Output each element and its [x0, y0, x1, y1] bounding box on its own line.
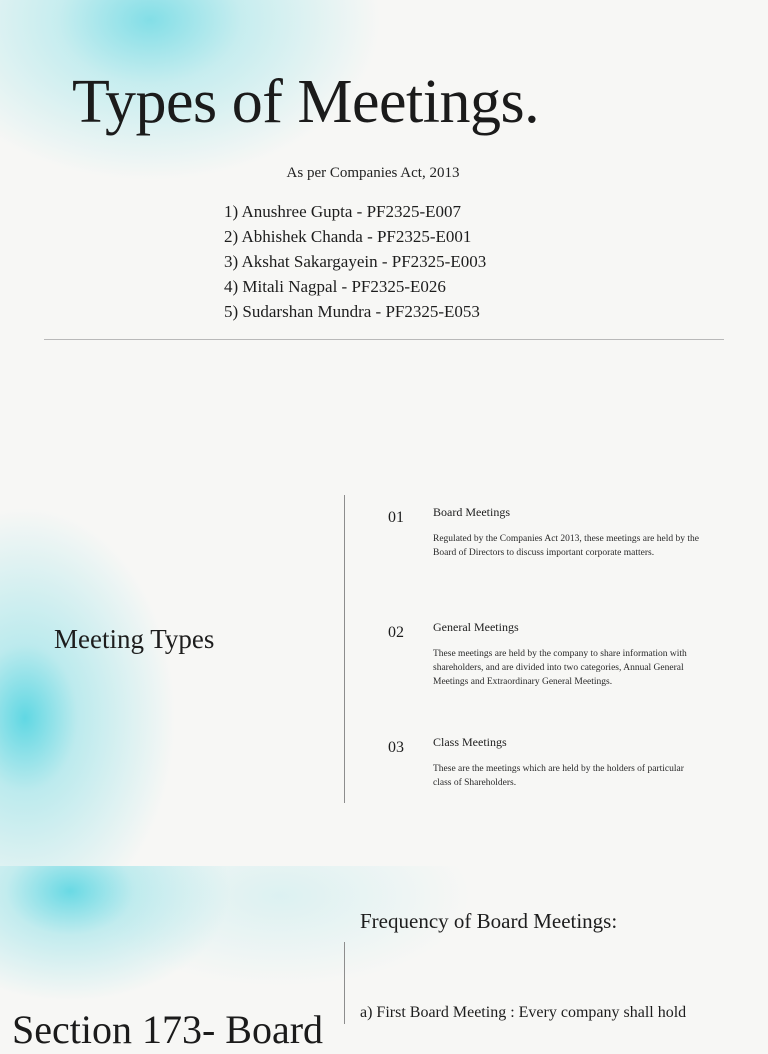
vertical-divider [344, 495, 345, 803]
first-meeting-point: a) First Board Meeting : Every company shall hold [360, 1004, 687, 1021]
board-meetings-slide [0, 866, 768, 1052]
member-list [224, 199, 486, 324]
slide-title: Types of Meetings. [72, 68, 540, 136]
list-item: 4) Mitali Nagpal - PF2325-E026 [224, 277, 446, 296]
list-item: 2) Abhishek Chanda - PF2325-E001 [224, 227, 472, 246]
item-description: These meetings are held by the company to share information with shareholders, and are divided into two categories, Annual General Meetings and Extraordinary General Meetings. [433, 649, 687, 687]
vertical-divider [344, 942, 345, 1024]
frequency-title: Frequency of Board Meetings: [360, 909, 618, 933]
item-heading: Board Meetings [433, 505, 510, 519]
title-slide [0, 0, 768, 433]
item-heading: General Meetings [433, 620, 519, 634]
item-number: 01 [388, 509, 404, 526]
item-heading: Class Meetings [433, 735, 507, 749]
list-item: 5) Sudarshan Mundra - PF2325-E053 [224, 302, 480, 321]
list-item: 3) Akshat Sakargayein - PF2325-E003 [224, 252, 487, 271]
section-heading: Section 173- Board [12, 1007, 324, 1052]
divider [44, 339, 724, 340]
list-item: 1) Anushree Gupta - PF2325-E007 [224, 202, 462, 221]
meeting-types-slide [0, 433, 768, 866]
section-title: Meeting Types [54, 624, 215, 654]
item-description: These are the meetings which are held by the holders of particular class of Shareholders. [433, 764, 684, 788]
item-number: 02 [388, 624, 404, 641]
item-number: 03 [388, 739, 404, 756]
item-description: Regulated by the Companies Act 2013, these meetings are held by the Board of Directors to discuss important corporate matters. [433, 534, 699, 558]
slide-subtitle: As per Companies Act, 2013 [286, 165, 460, 181]
